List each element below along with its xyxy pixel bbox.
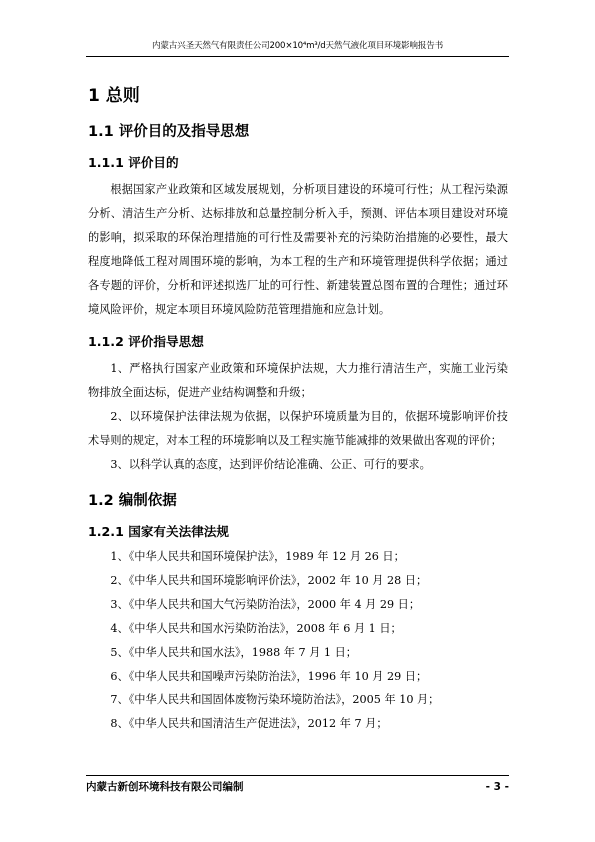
page-number: - 3 - bbox=[485, 781, 509, 793]
page-footer bbox=[86, 775, 509, 798]
law-list-item: 7、《中华人民共和国固体废物污染环境防治法》，2005 年 10 月； bbox=[110, 693, 440, 707]
paragraph-guideline-3: 3、以科学认真的态度，达到评价结论准确、公正、可行的要求。 bbox=[110, 458, 431, 472]
page-header bbox=[86, 36, 509, 57]
law-list-item: 4、《中华人民共和国水污染防治法》，2008 年 6 月 1 日； bbox=[110, 621, 402, 635]
chapter-title: 1 总则 bbox=[88, 86, 140, 106]
law-list-item: 3、《中华人民共和国大气污染防治法》，2000 年 4 月 29 日； bbox=[110, 597, 421, 611]
paragraph-evaluation-purpose: 根据国家产业政策和区域发展规划，分析项目建设的环境可行性；从工程污染源分析、清洁生产分析、达标排放和总量控制分析入手，预测、评估本项目建设对环境的影响，拟采取的环保治理措施的可行性及需要补充的污染防治措施的必要性，最大程度地降低工程对周围环境的影响，为本工程的生产和环境管理提供科学依据；通过各专题的评价，分析和评述拟选厂址的可行性、新建装置总图布置的合理性；通过环境风险评价，规定本项目环境风险防范管理措施和应急计划。 bbox=[88, 183, 508, 316]
law-list bbox=[88, 545, 508, 736]
footer-company: 内蒙古新创环境科技有限公司编制 bbox=[86, 781, 244, 793]
law-list-item: 1、《中华人民共和国环境保护法》，1989 年 12 月 26 日； bbox=[110, 549, 405, 563]
subsection-title-1-2-1: 1.2.1 国家有关法律法规 bbox=[88, 523, 229, 539]
header-title: 内蒙古兴圣天然气有限责任公司200×10⁴m³/d天然气液化项目环境影响报告书 bbox=[152, 41, 443, 51]
subsection-title-1-1-1: 1.1.1 评价目的 bbox=[88, 155, 179, 170]
paragraph-guideline-2: 2、以环境保护法律法规为依据，以保护环境质量为目的，依据环境影响评价技术导则的规定，对本工程的环境影响以及工程实施节能减排的效果做出客观的评价； bbox=[88, 410, 508, 448]
section-title-1-1: 1.1 评价目的及指导思想 bbox=[88, 124, 250, 140]
law-list-item: 8、《中华人民共和国清洁生产促进法》，2012 年 7 月； bbox=[110, 717, 388, 731]
document-body bbox=[88, 58, 508, 736]
section-title-1-2: 1.2 编制依据 bbox=[88, 492, 177, 509]
paragraph-guideline-1: 1、严格执行国家产业政策和环境保护法规，大力推行清洁生产，实施工业污染物排放全面达标，促进产业结构调整和升级； bbox=[88, 362, 508, 400]
subsection-title-1-1-2: 1.1.2 评价指导思想 bbox=[88, 334, 204, 350]
law-list-item: 6、《中华人民共和国噪声污染防治法》，1996 年 10 月 29 日； bbox=[110, 669, 428, 683]
law-list-item: 5、《中华人民共和国水法》，1988 年 7 月 1 日； bbox=[110, 645, 357, 659]
law-list-item: 2、《中华人民共和国环境影响评价法》，2002 年 10 月 28 日； bbox=[110, 573, 428, 587]
